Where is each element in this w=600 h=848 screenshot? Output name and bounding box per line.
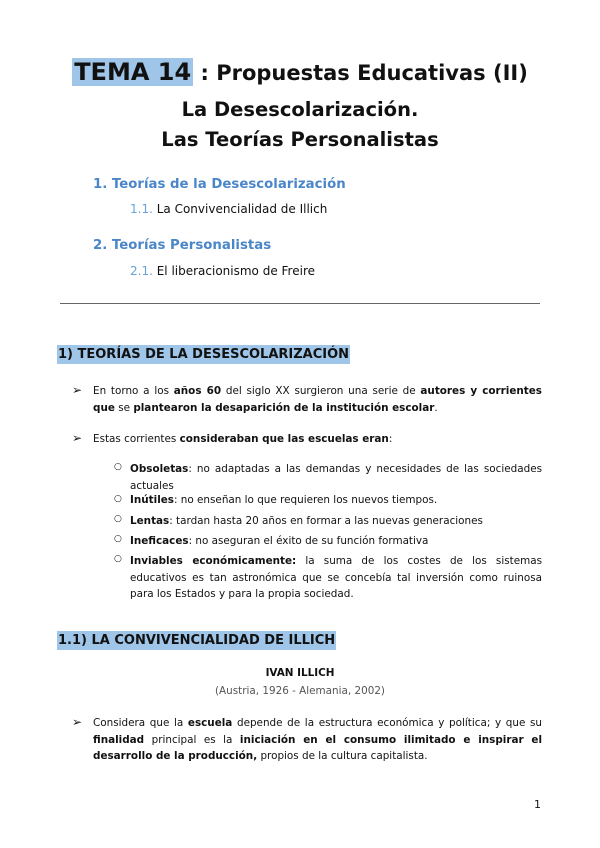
text-run: : tardan hasta 20 años en formar a las nuevas generaciones	[169, 515, 483, 527]
section-1-1-heading	[57, 629, 336, 648]
text-run: En torno a los	[93, 385, 174, 397]
text-run: .	[434, 401, 438, 414]
section-1-paragraph-2	[93, 431, 542, 448]
bold-text-run: Ineficaces	[130, 535, 189, 547]
arrow-bullet-icon: ➢	[72, 715, 83, 729]
arrow-bullet-icon: ➢	[72, 383, 83, 397]
circle-bullet-icon: ○	[114, 462, 122, 472]
section-1-heading-text: 1) TEORÍAS DE LA DESESCOLARIZACIÓN	[58, 347, 350, 362]
circle-bullet-icon: ○	[114, 534, 122, 544]
toc-item-1: 1. Teorías de la Desescolarización	[93, 177, 346, 192]
list-item-inutiles	[130, 492, 542, 509]
text-run: propios de la cultura capitalista.	[257, 750, 428, 762]
toc-item-2-1	[130, 264, 315, 278]
text-run: se	[114, 401, 134, 414]
text-run: : no adaptadas a las demandas y necesidades de las sociedades actuales	[130, 463, 542, 492]
list-item-lentas	[130, 513, 542, 530]
bold-text-run: Inviables económicamente:	[130, 555, 297, 567]
page-number: 1	[534, 798, 541, 811]
list-item-ineficaces	[130, 533, 542, 550]
arrow-bullet-icon: ➢	[72, 431, 83, 445]
bold-text-run: finalidad	[93, 733, 145, 746]
tema-label: TEMA 14	[74, 58, 192, 86]
toc-item-2: 2. Teorías Personalistas	[93, 238, 272, 253]
document-title	[0, 58, 600, 86]
bold-text-run: iniciación en el consumo ilimitado e inspirar el desarrollo de la producción,	[93, 733, 542, 762]
bold-text-run: años 60	[173, 385, 222, 397]
section-1-1-heading-text: 1.1) LA CONVIVENCIALIDAD DE ILLICH	[58, 633, 336, 648]
section-1-paragraph-1	[93, 383, 542, 416]
text-run: : no enseñan lo que requieren los nuevos tiempos.	[173, 494, 438, 506]
circle-bullet-icon: ○	[114, 514, 122, 524]
author-dates: (Austria, 1926 - Alemania, 2002)	[215, 685, 385, 697]
toc-item-1-1-text: La Convivencialidad de Illich	[152, 202, 328, 216]
text-run: Estas corrientes	[93, 433, 180, 445]
author-name: IVAN ILLICH	[265, 667, 335, 679]
title-rest: : Propuestas Educativas (II)	[193, 61, 528, 85]
section-1-heading	[57, 343, 350, 362]
toc-item-1-1-number: 1.1.	[130, 202, 153, 216]
bold-text-run: Lentas	[130, 515, 170, 527]
list-item-obsoletas	[130, 461, 542, 494]
section-1-1-paragraph-1	[93, 715, 542, 765]
text-run: la suma de los costes de los sistemas educativos es tan astronómica que se concebía tal inversión como ruinosa para los Estados y para la propia sociedad.	[130, 555, 542, 600]
horizontal-divider	[60, 303, 540, 304]
text-run: Considera que la	[93, 717, 188, 729]
circle-bullet-icon: ○	[114, 494, 122, 504]
circle-bullet-icon: ○	[114, 554, 122, 564]
title-line-2: La Desescolarización.	[181, 98, 419, 121]
toc-item-1-1	[130, 202, 327, 216]
toc-item-2-1-text: El liberacionismo de Freire	[152, 264, 315, 278]
text-run: : no aseguran el éxito de su función formativa	[188, 535, 429, 547]
bold-text-run: consideraban que las escuelas eran	[179, 433, 389, 445]
toc-item-2-1-number: 2.1.	[130, 264, 153, 278]
bold-text-run: Inútiles	[130, 494, 174, 506]
bold-text-run: autores y corrientes que	[93, 385, 542, 414]
text-run: :	[388, 433, 393, 445]
title-line-3: Las Teorías Personalistas	[161, 128, 439, 151]
list-item-inviables	[130, 553, 542, 603]
bold-text-run: escuela	[187, 717, 233, 729]
bold-text-run: plantearon la desaparición de la institución escolar	[133, 401, 435, 414]
bold-text-run: Obsoletas	[130, 463, 189, 475]
text-run: depende de la estructura económica y política; y que su	[232, 717, 542, 729]
text-run: principal es la	[144, 733, 240, 746]
text-run: del siglo XX surgieron una serie de	[221, 385, 421, 397]
